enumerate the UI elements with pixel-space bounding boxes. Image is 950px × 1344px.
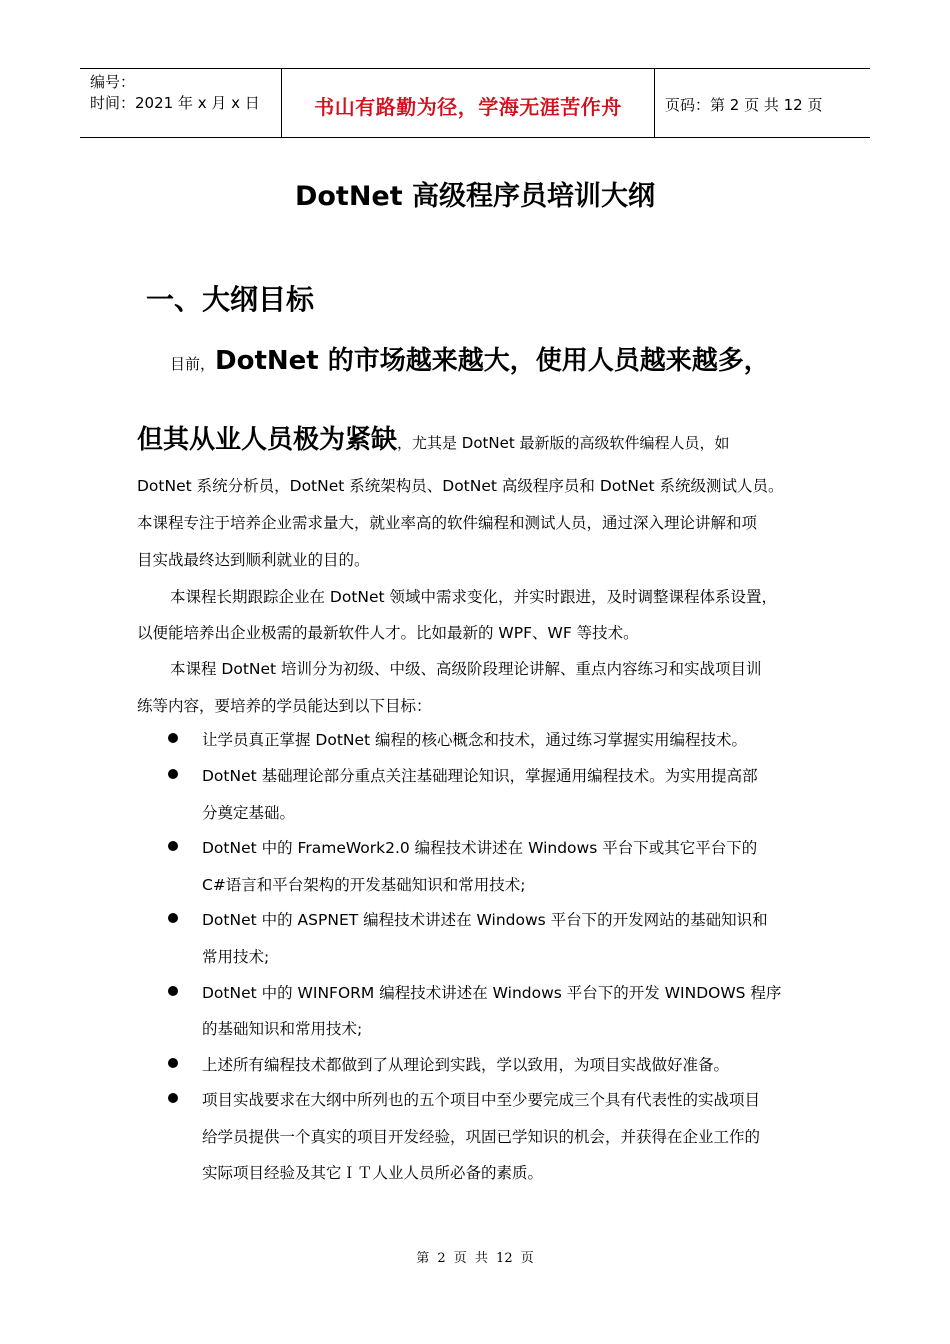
bullet-dot [168, 769, 178, 779]
paragraph-line: 目实战最终达到顺利就业的目的。 [137, 551, 370, 569]
paragraph-line: 以便能培养出企业极需的最新软件人才。比如最新的 WPF、WF 等技术。 [137, 624, 639, 642]
paragraph-line: 本课程 DotNet 培训分为初级、中级、高级阶段理论讲解、重点内容练习和实战项目训 [170, 660, 762, 678]
list-item-cont: 分奠定基础。 [202, 804, 296, 822]
list-item: 让学员真正掌握 DotNet 编程的核心概念和技术，通过练习掌握实用编程技术。 [202, 731, 748, 749]
bullet-dot [168, 986, 178, 996]
intro-lead-big: DotNet 的市场越来越大，使用人员越来越多， [215, 346, 770, 376]
header-motto: 书山有路勤为径，学海无涯苦作舟 [314, 95, 622, 119]
list-item: 项目实战要求在大纲中所列也的五个项目中至少要完成三个具有代表性的实战项目 [202, 1091, 761, 1109]
list-item: DotNet 基础理论部分重点关注基础理论知识，掌握通用编程技术。为实用提高部 [202, 767, 758, 785]
list-item-cont: C#语言和平台架构的开发基础知识和常用技术; [202, 876, 526, 894]
bullet-dot [168, 1058, 178, 1068]
list-item: DotNet 中的 FrameWork2.0 编程技术讲述在 Windows 平台下或其它平台下的 [202, 839, 758, 857]
paragraph-line: 本课程专注于培养企业需求量大，就业率高的软件编程和测试人员，通过深入理论讲解和项 [137, 514, 758, 532]
code-label: 编号： [90, 73, 136, 91]
header-table [80, 68, 870, 138]
intro-lead-small: 目前， [170, 355, 216, 373]
time-label: 时间：2021 年 x 月 x 日 [90, 94, 260, 112]
list-item-cont: 实际项目经验及其它ＩＴ人业人员所必备的素质。 [202, 1164, 544, 1182]
intro-continuation: ，尤其是 DotNet 最新版的高级软件编程人员，如 [397, 434, 730, 452]
bullet-dot [168, 733, 178, 743]
document-title: DotNet 高级程序员培训大纲 [294, 181, 656, 212]
section-heading: 一、大纲目标 [146, 283, 315, 316]
list-item-cont: 常用技术; [202, 948, 270, 966]
intro-line-2 [137, 419, 730, 456]
list-item-cont: 的基础知识和常用技术; [202, 1020, 363, 1038]
paragraph-line: 本课程长期跟踪企业在 DotNet 领域中需求变化，并实时跟进，及时调整课程体系设置， [170, 588, 778, 606]
bullet-dot [168, 1093, 178, 1103]
header-page-info: 页码：第 2 页 共 12 页 [665, 96, 823, 114]
list-item: DotNet 中的 WINFORM 编程技术讲述在 Windows 平台下的开发 WINDOWS 程序 [202, 984, 782, 1002]
list-item: DotNet 中的 ASPNET 编程技术讲述在 Windows 平台下的开发网站的基础知识和 [202, 911, 768, 929]
intro-line-1 [170, 340, 770, 377]
bullet-dot [168, 913, 178, 923]
list-item: 上述所有编程技术都做到了从理论到实践，学以致用，为项目实战做好准备。 [202, 1056, 730, 1074]
paragraph-line: DotNet 系统分析员，DotNet 系统架构员、DotNet 高级程序员和 DotNet 系统级测试人员。 [137, 477, 784, 495]
paragraph-line: 练等内容，要培养的学员能达到以下目标： [137, 697, 432, 715]
header-divider [654, 69, 655, 137]
list-item-cont: 给学员提供一个真实的项目开发经验，巩固已学知识的机会，并获得在企业工作的 [202, 1128, 761, 1146]
header-meta [90, 72, 260, 114]
bullet-dot [168, 841, 178, 851]
page-footer: 第 2 页 共 12 页 [416, 1251, 534, 1266]
intro-emphasis: 但其从业人员极为紧缺 [137, 425, 398, 455]
